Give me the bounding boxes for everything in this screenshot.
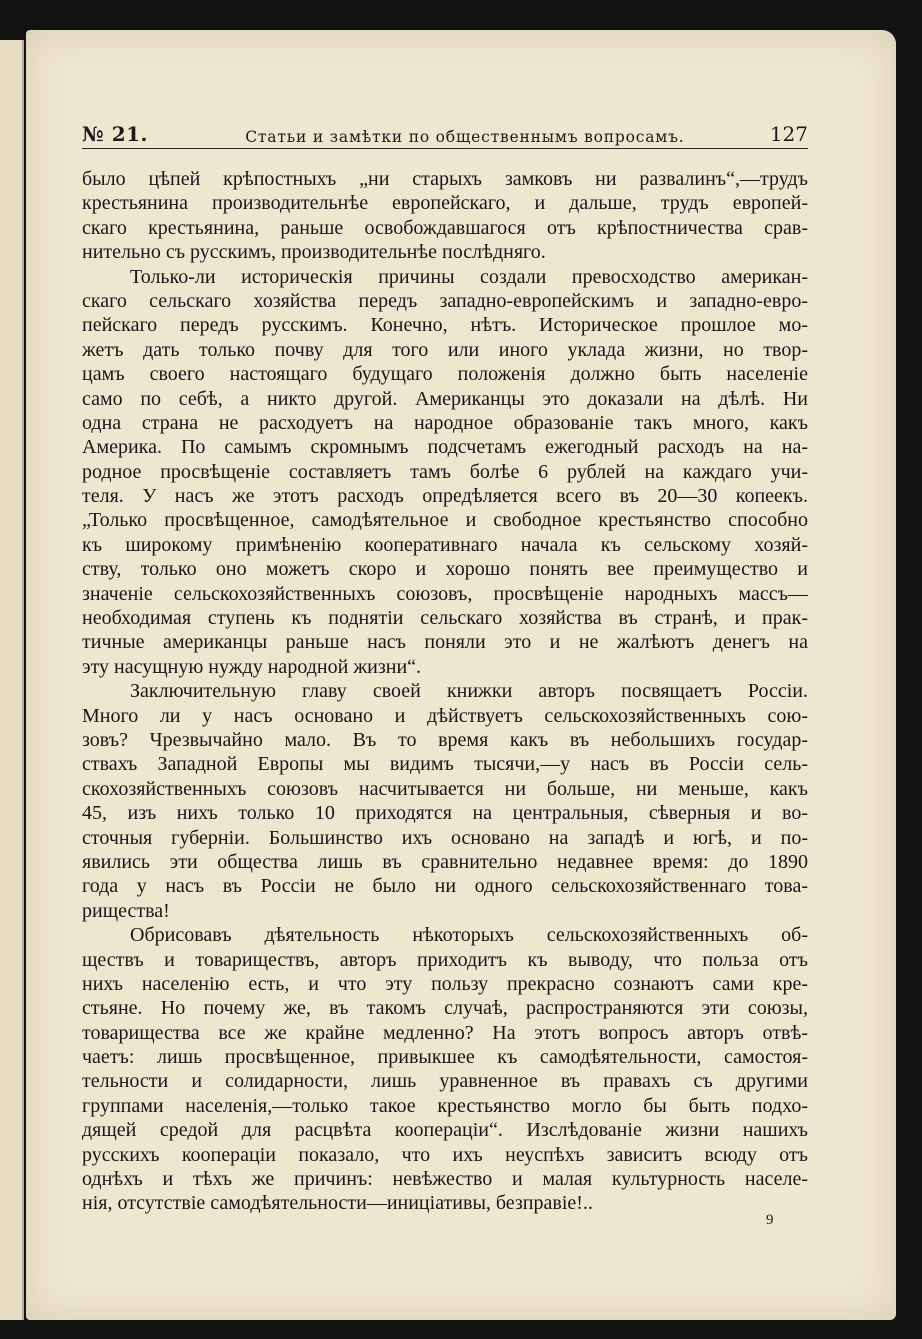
- text-line: цамъ своего настоящаго будущаго положенія должно быть населеніе: [82, 363, 808, 386]
- section-title: Статьи и замѣтки по общественнымъ вопросамъ.: [245, 128, 685, 146]
- text-line: чаетъ: лишь просвѣщенное, привыкшее къ самодѣятельности, самостоя-: [82, 1046, 808, 1069]
- text-line: пейскаго передъ русскимъ. Конечно, нѣтъ. Историческое прошлое мо-: [82, 314, 808, 337]
- paragraph: [82, 923, 808, 1216]
- text-line: Заключительную главу своей книжки авторъ посвящаетъ Россіи.: [130, 680, 808, 703]
- text-line: ству, только оно можетъ скоро и хорошо понять вее преимущество и: [82, 558, 808, 581]
- text-line: Обрисовавъ дѣятельность нѣкоторыхъ сельскохозяйственныхъ об-: [130, 924, 808, 947]
- text-line: жетъ дать только почву для того или иного уклада жизни, но твор-: [82, 338, 808, 361]
- text-line: „Только просвѣщенное, самодѣятельное и свободное крестьянство способно: [82, 509, 808, 532]
- text-line: тичные американцы раньше насъ поняли это и не жалѣютъ денегъ на: [82, 631, 808, 654]
- text-line: однѣхъ и тѣхъ же причинъ: невѣжество и малая культурность населе-: [82, 1168, 808, 1191]
- text-line: эту насущную нужду народной жизни“.: [82, 655, 422, 678]
- paragraph: [82, 679, 808, 923]
- text-line: ствахъ Западной Европы мы видимъ тысячи,—у насъ въ Россіи сель-: [82, 753, 808, 776]
- text-line: рищества!: [82, 899, 170, 922]
- body-text: [82, 167, 808, 1216]
- text-line: было цѣпей крѣпостныхъ „ни старыхъ замковъ ни развалинъ“,—трудъ: [82, 168, 808, 190]
- text-line: теля. У насъ же этотъ расходъ опредѣляется всего въ 20—30 копеекъ.: [82, 485, 808, 508]
- text-line: сточныя губерніи. Большинство ихъ основано на западѣ и югѣ, и по-: [82, 826, 808, 849]
- text-line: скаго сельскаго хозяйства передъ западно-европейскимъ и западно-евро-: [82, 289, 808, 312]
- text-line: тельности и солидарности, лишь уравненное въ правахъ съ другими: [82, 1070, 808, 1093]
- text-line: Только-ли историческія причины создали превосходство американ-: [130, 265, 808, 288]
- text-line: нихъ населенію есть, и что эту пользу прекрасно сознаютъ сами кре-: [82, 972, 808, 995]
- text-line: стьяне. Но почему же, въ такомъ случаѣ, распространяются эти союзы,: [82, 997, 808, 1020]
- text-line: товарищества все же крайне медленно? На этотъ вопросъ авторъ отвѣ-: [82, 1021, 808, 1044]
- text-line: нительно съ русскимъ, производительнѣе послѣдняго.: [82, 241, 546, 264]
- signature-mark: 9: [766, 1212, 774, 1228]
- text-line: ществъ и товариществъ, авторъ приходитъ къ выводу, что польза отъ: [82, 948, 808, 971]
- text-line: Америка. По самымъ скромнымъ подсчетамъ ежегодный расходъ на на-: [82, 436, 808, 459]
- text-line: группами населенія,—только такое крестьянство могло бы быть подхо-: [82, 1094, 808, 1117]
- issue-number: № 21.: [82, 122, 148, 146]
- text-line: скаго крестьянина, раньше освобождавшагося отъ крѣпостничества срав-: [82, 216, 808, 239]
- text-line: зовъ? Чрезвычайно мало. Въ то время какъ въ небольшихъ государ-: [82, 728, 808, 751]
- text-line: года у насъ въ Россіи не было ни одного сельскохозяйственнаго това-: [82, 875, 808, 898]
- text-line: одна страна не расходуетъ на народное образованіе такъ много, какъ: [82, 411, 808, 434]
- text-line: къ широкому примѣненію кооперативнаго начала къ сельскому хозяй-: [82, 533, 808, 556]
- text-line: значеніе сельскохозяйственныхъ союзовъ, просвѣщеніе народныхъ массъ—: [82, 582, 808, 605]
- text-line: 45, изъ нихъ только 10 приходятся на центральныя, сѣверныя и во-: [82, 802, 808, 825]
- text-line: родное просвѣщеніе составляетъ тамъ болѣе 6 рублей на каждаго учи-: [82, 460, 808, 483]
- paragraph: [82, 265, 808, 680]
- text-line: дящей средой для расцвѣта коопераціи“. Изслѣдованіе жизни нашихъ: [82, 1119, 808, 1142]
- text-line: русскихъ коопераціи показало, что ихъ неуспѣхъ зависитъ всюду отъ: [82, 1143, 808, 1166]
- page-number: 127: [769, 122, 808, 146]
- text-line: Много ли у насъ основано и дѣйствуетъ сельскохозяйственныхъ сою-: [82, 704, 808, 727]
- text-line: скохозяйственныхъ союзовъ насчитывается ни больше, ни меньше, какъ: [82, 777, 808, 800]
- text-line: необходимая ступень къ поднятіи сельскаго хозяйства въ странѣ, и прак-: [82, 607, 808, 630]
- paragraph: [82, 167, 808, 265]
- text-line: крестьянина производительнѣе европейскаго, и дальше, трудъ европей-: [82, 192, 808, 215]
- running-head: [82, 114, 808, 149]
- text-line: само по себѣ, а никто другой. Американцы это доказали на дѣлѣ. Ни: [82, 387, 808, 410]
- previous-page-edge: [0, 40, 24, 1320]
- text-line: нія, отсутствіе самодѣятельности—иниціативы, безправіе!..: [82, 1192, 593, 1215]
- text-line: явились эти общества лишь въ сравнительно недавнее время: до 1890: [82, 850, 808, 873]
